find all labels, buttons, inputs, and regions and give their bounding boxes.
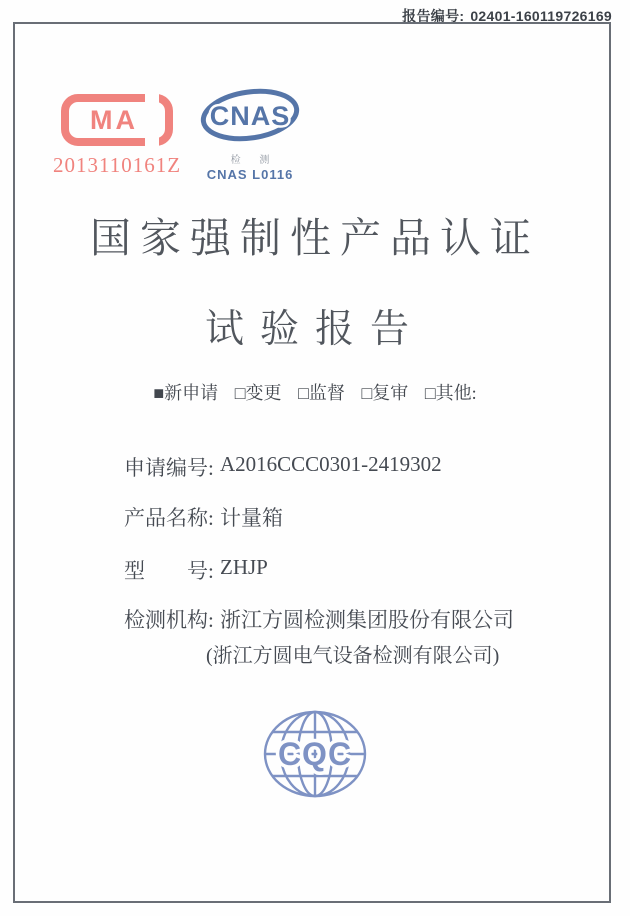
report-number-label: 报告编号: bbox=[402, 8, 465, 24]
application-no-value: A2016CCC0301-2419302 bbox=[220, 452, 442, 476]
cqc-mark-text: CQC bbox=[277, 736, 353, 772]
cma-mark-gap-top bbox=[145, 94, 159, 104]
checkbox-supervision: □监督 bbox=[298, 383, 345, 403]
title-line2: 试验报告 bbox=[204, 308, 425, 351]
cnas-mark-text: CNAS bbox=[209, 101, 291, 131]
cma-mark-text: MA bbox=[90, 104, 138, 135]
test-org-value: 浙江方圆检测集团股份有限公司 bbox=[220, 608, 514, 632]
model-label: 型 号: bbox=[124, 559, 214, 583]
application-type-row bbox=[0, 379, 630, 405]
cqc-logo bbox=[0, 709, 630, 799]
product-name-label: 产品名称: bbox=[124, 506, 214, 530]
cqc-globe-icon bbox=[262, 709, 368, 799]
cma-mark-gap-bottom bbox=[145, 136, 159, 146]
cnas-accreditation-number: CNAS L0116 bbox=[206, 167, 294, 182]
cnas-ellipse-icon bbox=[198, 85, 302, 145]
checkbox-change: □变更 bbox=[234, 383, 282, 403]
product-name-value: 计量箱 bbox=[220, 506, 283, 530]
field-test-organization bbox=[124, 604, 514, 668]
title-line1: 国家强制性产品认证 bbox=[90, 215, 540, 261]
field-application-no bbox=[124, 452, 442, 482]
field-model bbox=[124, 555, 268, 585]
checkbox-review: □复审 bbox=[361, 383, 409, 403]
cnas-caption: 检 测 bbox=[230, 155, 278, 166]
cma-mark-icon bbox=[61, 94, 173, 146]
test-org-label: 检测机构: bbox=[124, 608, 214, 632]
cma-license-number: 2013110161Z bbox=[52, 153, 182, 177]
cma-logo bbox=[44, 94, 190, 178]
model-value: ZHJP bbox=[220, 555, 268, 579]
field-product-name bbox=[124, 502, 283, 532]
application-no-label: 申请编号: bbox=[124, 456, 214, 480]
report-number-value: 02401-160119726169 bbox=[470, 8, 612, 24]
cnas-logo bbox=[196, 85, 304, 182]
test-org-value-line2: (浙江方圆电气设备检测有限公司) bbox=[206, 645, 500, 667]
checkbox-new-application: ■新申请 bbox=[153, 383, 219, 403]
checkbox-other: □其他: bbox=[424, 383, 477, 403]
